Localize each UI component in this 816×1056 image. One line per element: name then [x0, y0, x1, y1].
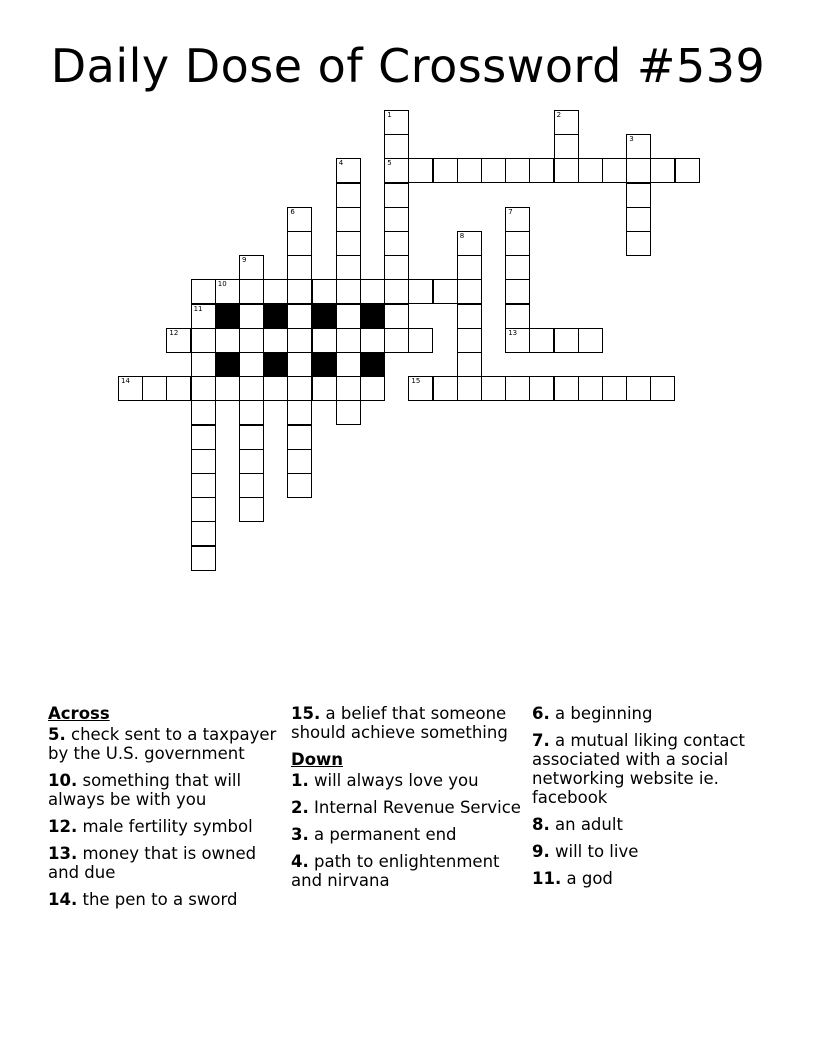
clue-number: 10: [217, 280, 227, 289]
clue-number: 5: [387, 159, 392, 168]
grid-cell[interactable]: [554, 328, 579, 353]
clue-number: 12: [169, 328, 179, 337]
grid-cell[interactable]: [626, 231, 651, 256]
grid-cell[interactable]: [384, 328, 409, 353]
grid-cell[interactable]: [142, 376, 167, 401]
grid-cell[interactable]: [191, 328, 216, 353]
grid-cell[interactable]: [505, 207, 530, 232]
grid-cell[interactable]: [239, 328, 264, 353]
grid-cell[interactable]: [191, 352, 216, 377]
grid-cell[interactable]: [336, 231, 361, 256]
grid-cell[interactable]: [626, 207, 651, 232]
clue-number: 3: [629, 135, 634, 144]
grid-cell[interactable]: [336, 400, 361, 425]
clue-across-13: 13. money that is owned and due: [48, 844, 257, 882]
grid-cell[interactable]: [505, 255, 530, 280]
black-cell: [263, 352, 288, 377]
grid-cell[interactable]: [384, 279, 409, 304]
grid-cell[interactable]: [239, 473, 264, 498]
clue-number: 9: [242, 256, 247, 265]
clue-down-1: 1. will always love you: [291, 771, 479, 790]
grid-cell[interactable]: [312, 279, 337, 304]
grid-cell[interactable]: [336, 255, 361, 280]
grid-cell[interactable]: [505, 304, 530, 329]
grid-cell[interactable]: [675, 158, 700, 183]
grid-cell[interactable]: [384, 134, 409, 159]
grid-cell[interactable]: [191, 425, 216, 450]
grid-cell[interactable]: [263, 376, 288, 401]
grid-cell[interactable]: [384, 158, 409, 183]
grid-cell[interactable]: [384, 231, 409, 256]
grid-cell[interactable]: [191, 521, 216, 546]
grid-cell[interactable]: [360, 279, 385, 304]
grid-cell[interactable]: [578, 328, 603, 353]
grid-cell[interactable]: [166, 376, 191, 401]
grid-cell[interactable]: [554, 134, 579, 159]
grid-cell[interactable]: [505, 158, 530, 183]
grid-cell[interactable]: [287, 279, 312, 304]
black-cell: [312, 352, 337, 377]
grid-cell[interactable]: [360, 328, 385, 353]
clue-number: 4: [338, 159, 344, 168]
grid-cell[interactable]: [481, 158, 506, 183]
grid-cell[interactable]: [287, 352, 312, 377]
grid-cell[interactable]: [578, 376, 603, 401]
grid-cell[interactable]: [457, 255, 482, 280]
grid-cell[interactable]: [529, 158, 554, 183]
clue-across-14: 14. the pen to a sword: [48, 890, 238, 909]
page-title: Daily Dose of Crossword #539: [50, 39, 766, 93]
grid-cell[interactable]: [336, 207, 361, 232]
grid-cell[interactable]: [191, 546, 216, 571]
grid-cell[interactable]: [239, 279, 264, 304]
black-cell: [360, 304, 385, 329]
grid-cell[interactable]: [336, 279, 361, 304]
clue-number: 2: [556, 111, 562, 119]
grid-cell[interactable]: [287, 425, 312, 450]
grid-cell[interactable]: [408, 376, 433, 401]
grid-cell[interactable]: [287, 376, 312, 401]
grid-cell[interactable]: [384, 110, 409, 135]
grid-cell[interactable]: [384, 255, 409, 280]
black-cell: [215, 352, 240, 377]
grid-cell[interactable]: [529, 328, 554, 353]
grid-cell[interactable]: [239, 352, 264, 377]
grid-cell[interactable]: [408, 158, 433, 183]
grid-cell[interactable]: [505, 328, 530, 353]
grid-cell[interactable]: [336, 376, 361, 401]
grid-cell[interactable]: [360, 376, 385, 401]
grid-cell[interactable]: [118, 376, 143, 401]
grid-cell[interactable]: [239, 304, 264, 329]
clue-number: 15: [411, 377, 421, 386]
grid-cell[interactable]: [215, 376, 240, 401]
clue-down-6: 6. a beginning: [532, 704, 653, 723]
clue-number: 7: [508, 207, 513, 216]
clue-across-12: 12. male fertility symbol: [48, 817, 253, 836]
clue-down-8: 8. an adult: [532, 815, 623, 834]
grid-cell[interactable]: [457, 231, 482, 256]
grid-cell[interactable]: [191, 473, 216, 498]
grid-cell[interactable]: [191, 304, 216, 329]
grid-cell[interactable]: [457, 328, 482, 353]
grid-cell[interactable]: [239, 376, 264, 401]
grid-cell[interactable]: [336, 352, 361, 377]
grid-cell[interactable]: [457, 352, 482, 377]
grid-cell[interactable]: [433, 279, 458, 304]
grid-cell[interactable]: [384, 183, 409, 208]
grid-cell[interactable]: [481, 376, 506, 401]
grid-cell[interactable]: [191, 376, 216, 401]
grid-cell[interactable]: [384, 304, 409, 329]
clue-number: 14: [121, 377, 130, 386]
grid-cell[interactable]: [650, 376, 675, 401]
grid-cell[interactable]: [287, 231, 312, 256]
across-heading: Across: [48, 704, 110, 723]
grid-cell[interactable]: [433, 158, 458, 183]
clue-column-2: [291, 704, 523, 898]
grid-cell[interactable]: [433, 376, 458, 401]
grid-cell[interactable]: [505, 279, 530, 304]
grid-cell[interactable]: [554, 376, 579, 401]
grid-cell[interactable]: [239, 255, 264, 280]
grid-cell[interactable]: [457, 158, 482, 183]
grid-cell[interactable]: [239, 497, 264, 522]
clue-down-11: 11. a god: [532, 869, 613, 888]
clue-number: 1: [387, 111, 392, 119]
grid-cell[interactable]: [287, 400, 312, 425]
grid-cell[interactable]: [602, 158, 627, 183]
grid-cell[interactable]: [287, 304, 312, 329]
grid-cell[interactable]: [457, 279, 482, 304]
black-cell: [263, 304, 288, 329]
grid-cell[interactable]: [602, 376, 627, 401]
grid-cell[interactable]: [336, 158, 361, 183]
clue-down-7: 7. a mutual liking contact associated with a social networking website ie. facebook: [532, 731, 745, 807]
grid-cell[interactable]: [287, 449, 312, 474]
clue-down-3: 3. a permanent end: [291, 825, 457, 844]
grid-cell[interactable]: [166, 328, 191, 353]
grid-cell[interactable]: [239, 400, 264, 425]
grid-cell[interactable]: [191, 449, 216, 474]
grid-cell[interactable]: [650, 158, 675, 183]
clue-across-5: 5. check sent to a taxpayer by the U.S. government: [48, 725, 277, 763]
grid-cell[interactable]: [287, 255, 312, 280]
clue-column-3: [532, 704, 772, 896]
black-cell: [215, 304, 240, 329]
grid-cell[interactable]: [312, 376, 337, 401]
black-cell: [360, 352, 385, 377]
grid-cell[interactable]: [384, 207, 409, 232]
grid-cell[interactable]: [626, 376, 651, 401]
grid-cell[interactable]: [191, 400, 216, 425]
grid-cell[interactable]: [191, 279, 216, 304]
clue-number: 8: [459, 232, 465, 240]
grid-cell[interactable]: [312, 328, 337, 353]
grid-cell[interactable]: [626, 183, 651, 208]
grid-cell[interactable]: [263, 279, 288, 304]
down-heading: Down: [291, 750, 344, 769]
grid-cell[interactable]: [529, 376, 554, 401]
clue-number: 11: [193, 304, 203, 313]
grid-cell[interactable]: [336, 328, 361, 353]
grid-cell[interactable]: [505, 376, 530, 401]
clue-down-4: 4. path to enlightenment and nirvana: [291, 852, 500, 890]
grid-cell[interactable]: [287, 207, 312, 232]
grid-cell[interactable]: [554, 158, 579, 183]
crossword-grid: [118, 110, 699, 571]
grid-cell[interactable]: [578, 158, 603, 183]
grid-cell[interactable]: [287, 473, 312, 498]
grid-cell[interactable]: [336, 304, 361, 329]
grid-cell[interactable]: [408, 328, 433, 353]
clue-down-2: 2. Internal Revenue Service: [291, 798, 521, 817]
grid-cell[interactable]: [287, 328, 312, 353]
grid-cell[interactable]: [457, 304, 482, 329]
grid-cell[interactable]: [239, 449, 264, 474]
clue-across-15: 15. a belief that someone should achieve something: [291, 704, 508, 742]
clue-across-10: 10. something that will always be with you: [48, 771, 242, 809]
grid-cell[interactable]: [554, 110, 579, 135]
clue-number: 13: [508, 328, 518, 337]
grid-cell[interactable]: [626, 134, 651, 159]
grid-cell[interactable]: [215, 279, 240, 304]
clue-column-1: [48, 704, 280, 917]
black-cell: [312, 304, 337, 329]
grid-cell[interactable]: [336, 183, 361, 208]
grid-cell[interactable]: [263, 328, 288, 353]
clue-down-9: 9. will to live: [532, 842, 639, 861]
grid-cell[interactable]: [626, 158, 651, 183]
clue-number: 6: [290, 207, 295, 216]
grid-cell[interactable]: [191, 497, 216, 522]
grid-cell[interactable]: [408, 279, 433, 304]
grid-cell[interactable]: [239, 425, 264, 450]
grid-cell[interactable]: [505, 231, 530, 256]
grid-cell[interactable]: [215, 328, 240, 353]
grid-cell[interactable]: [457, 376, 482, 401]
